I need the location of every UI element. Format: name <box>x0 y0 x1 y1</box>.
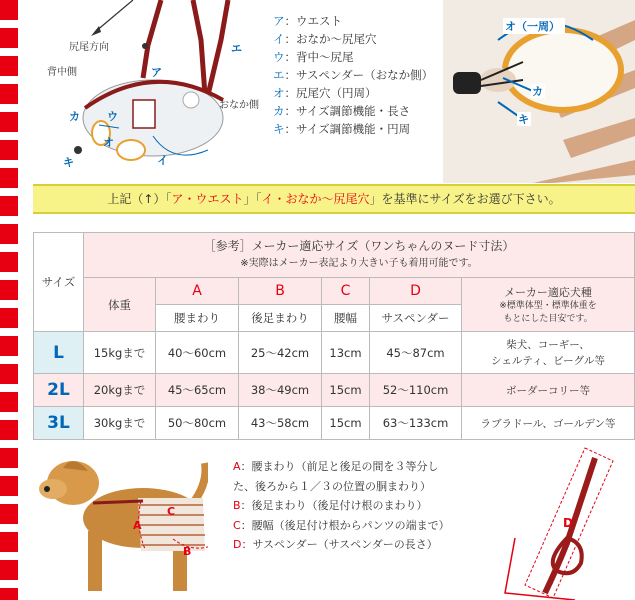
col-a-letter: A <box>156 278 239 305</box>
size-selection-note: 上記（↑）「ア・ウエスト」「イ・おなか〜尻尾穴」を基準にサイズをお選び下さい。 <box>33 184 635 214</box>
diagram-section <box>33 0 635 183</box>
col-c-letter: C <box>322 278 370 305</box>
legend-row: ウ：背中〜尻尾 <box>273 50 354 64</box>
measurement-section <box>33 443 635 600</box>
label-i: イ <box>157 154 168 167</box>
label-belly-side: おなか側 <box>219 100 259 111</box>
photo-label-ka: カ <box>532 85 543 98</box>
mark-c: C <box>167 505 176 518</box>
breed-note-1: ※標準体型・標準体重を <box>499 300 597 311</box>
legend-row: C：腰幅（後足付け根からパンツの端まで） <box>233 518 450 532</box>
col-d-letter: D <box>370 278 462 305</box>
label-ki: キ <box>63 156 74 169</box>
photo-label-o: オ（一周） <box>505 20 560 33</box>
label-e: エ <box>231 42 242 55</box>
weight-header: 体重 <box>84 278 156 332</box>
col-b-letter: B <box>239 278 322 305</box>
col-b-name: 後足まわり <box>239 305 322 332</box>
table-title: ［参考］メーカー適応サイズ（ワンちゃんのヌード寸法） <box>203 239 515 253</box>
breed-header-cell <box>462 278 635 332</box>
legend-row: A：腰まわり（前足と後足の間を３等分し <box>233 460 439 473</box>
photo-label-ki: キ <box>518 113 529 126</box>
mark-d: D <box>563 516 573 530</box>
table-row: 2L 20kgまで 45〜65cm 38〜49cm 15cm 52〜110cm ボーダーコリー等 <box>34 374 635 407</box>
legend-row: B：後足まわり（後足付け根のまわり） <box>233 499 428 512</box>
legend-row: た、後ろから１／３の位置の胴まわり） <box>233 479 431 493</box>
mark-b: B <box>183 545 192 558</box>
col-a-name: 腰まわり <box>156 305 239 332</box>
col-d-name: サスペンダー <box>370 305 462 332</box>
label-o: オ <box>103 136 114 149</box>
label-u: ウ <box>107 110 118 123</box>
label-back-side: 背中側 <box>47 67 77 78</box>
table-title-cell <box>84 233 635 278</box>
breed-header: メーカー適応犬種 <box>504 285 592 299</box>
label-tail-direction: 尻尾方向 <box>69 42 109 53</box>
legend-row: エ：サスペンダー（おなか側） <box>273 68 434 82</box>
legend-row: カ：サイズ調節機能・長さ <box>273 104 411 118</box>
closeup-illustration <box>443 0 635 183</box>
legend-row: オ：尻尾穴（円周） <box>273 86 377 100</box>
red-dashed-border <box>0 0 18 600</box>
legend-row: イ：おなか〜尻尾穴 <box>273 32 377 46</box>
table-row: 3L 30kgまで 50〜80cm 43〜58cm 15cm 63〜133cm ラブラドール、ゴールデン等 <box>34 407 635 440</box>
mark-a: A <box>133 519 142 532</box>
size-table <box>33 232 635 440</box>
label-a: ア <box>151 66 162 79</box>
dog-photo <box>33 443 208 600</box>
col-c-name: 腰幅 <box>322 305 370 332</box>
diagram-legend <box>273 12 433 138</box>
breed-note-2: もとにした目安です。 <box>503 313 593 324</box>
table-row: L 15kgまで 40〜60cm 25〜42cm 13cm 45〜87cm 柴犬、コーギー、 シェルティ、ビーグル等 <box>34 332 635 374</box>
product-closeup-photo <box>443 0 635 183</box>
legend-row: キ：サイズ調節機能・円周 <box>273 122 411 136</box>
table-subtitle: ※実際はメーカー表記より大きい子も着用可能です。 <box>240 258 478 269</box>
measurement-legend <box>233 457 450 555</box>
legend-row: D：サスペンダー（サスペンダーの長さ） <box>233 538 438 551</box>
label-ka: カ <box>69 110 80 123</box>
pants-diagram <box>33 0 273 183</box>
suspender-diagram <box>485 443 635 600</box>
size-header: サイズ <box>34 233 84 332</box>
legend-row: ア：ウエスト <box>273 14 342 28</box>
